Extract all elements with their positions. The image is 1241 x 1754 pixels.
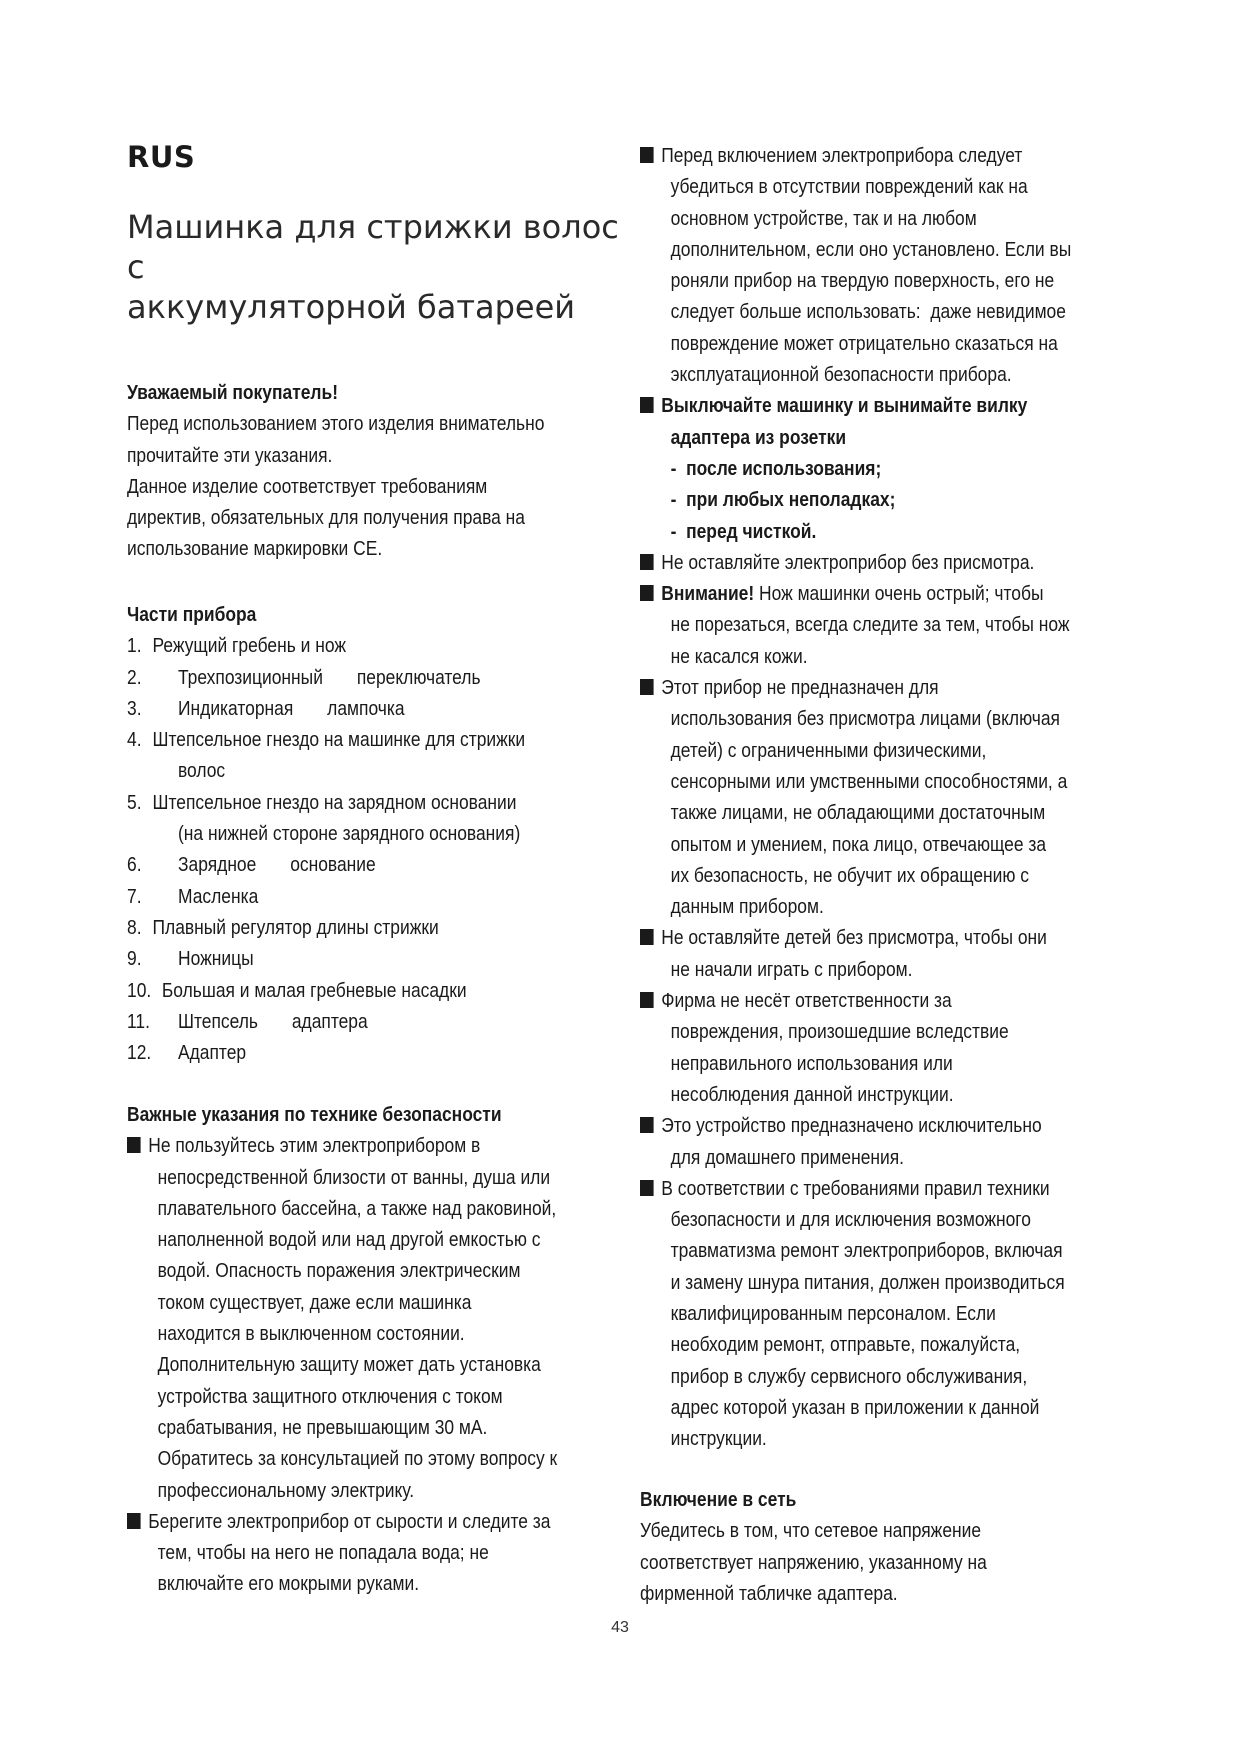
safety-bullet: Перед включением электроприбора следует убедиться в отсутствии повреждений как на основном устройстве, так и на любом дополнительном, если оно установлено. Если вы роняли прибор на твердую поверхность, его не следует больше использовать: даже невидимое повреждение может отрицательно сказаться на эксплуатационной безопасности прибора. (640, 140, 1071, 390)
part-item: 8. Плавный регулятор длины стрижки (127, 915, 439, 939)
safety-bullet: Этот прибор не предназначен для использования без присмотра лицами (включая детей) с ограниченными физическими, сенсорными или умственными способностями, а также лицами, не обладающими достаточным опытом и умением, пока лицо, отвечающее за их безопасность, не обучит их обращению с данным прибором. (640, 672, 1071, 922)
safety-section-left (127, 1099, 557, 1600)
greeting-line: Данное изделие соответствует требованиям (127, 474, 488, 498)
part-item: 9. Ножницы (127, 947, 254, 971)
bullet-square-icon (640, 585, 654, 601)
document-title (127, 207, 627, 327)
part-item: 10. Большая и малая гребневые насадки (127, 978, 467, 1002)
connection-line: Убедитесь в том, что сетевое напряжение (640, 1519, 982, 1543)
greeting-line: директив, обязательных для получения права на (127, 506, 525, 530)
safety-bullet: В соответствии с требованиями правил техники безопасности и для исключения возможного травматизма ремонт электроприборов, включая и замену шнура питания, должен производиться квалифицированным персоналом. Если необходим ремонт, отправьте, пожалуйста, прибор в службу сервисного обслуживания, адрес которой указан в приложении к данной инструкции. (640, 1173, 1071, 1455)
title-line: Машинка для стрижки волос с (127, 208, 619, 286)
greeting-line: прочитайте эти указания. (127, 443, 333, 467)
greeting-line: Перед использованием этого изделия внимательно (127, 412, 545, 436)
parts-heading: Части прибора (127, 603, 257, 626)
bullet-square-icon (640, 147, 654, 163)
connection-heading: Включение в сеть (640, 1488, 797, 1511)
bullet-square-icon (127, 1513, 141, 1529)
bullet-square-icon (640, 554, 654, 570)
greeting-section (127, 377, 544, 565)
warning-label: Внимание! (661, 582, 755, 606)
safety-bullet-bold: Выключайте машинку и вынимайте вилку адаптера из розетки - после использования; - при любых неполадках; - перед чисткой. (640, 390, 1071, 546)
connection-line: соответствует напряжению, указанному на (640, 1550, 987, 1574)
part-item: 11. Штепсель адаптера (127, 1009, 368, 1033)
connection-section (640, 1484, 987, 1609)
safety-bullet: Не оставляйте детей без присмотра, чтобы они не начали играть с прибором. (640, 922, 1071, 985)
safety-heading: Важные указания по технике безопасности (127, 1103, 502, 1126)
greeting-heading: Уважаемый покупатель! (127, 381, 338, 404)
safety-bullet: Внимание! Нож машинки очень острый; чтобы не порезаться, всегда следите за тем, чтобы нож не касался кожи. (640, 578, 1071, 672)
safety-bullet: Не пользуйтесь этим электроприбором в непосредственной близости от ванны, душа или плавательного бассейна, а также над раковиной, наполненной водой или над другой емкостью с водой. Опасность поражения электрическим током существует, даже если машинка находится в выключенном состоянии. Дополнительную защиту может дать установка устройства защитного отключения с током срабатывания, не превышающим 30 мА. Обратитесь за консультацией по этому вопросу к профессиональному электрику. (127, 1130, 557, 1506)
part-item-continuation: волос (178, 759, 226, 783)
part-item: 6. Зарядное основание (127, 853, 376, 877)
bullet-square-icon (640, 929, 654, 945)
bullet-square-icon (640, 1180, 654, 1196)
part-item: 4. Штепсельное гнездо на машинке для стрижки (127, 728, 526, 752)
bullet-square-icon (127, 1137, 141, 1153)
parts-section (127, 599, 525, 1068)
dash-item: - перед чисткой. (670, 519, 817, 543)
part-item: 12. Адаптер (127, 1041, 247, 1065)
greeting-line: использование маркировки CE. (127, 537, 383, 561)
safety-bullet: Фирма не несёт ответственности за повреждения, произошедшие вследствие неправильного использования или несоблюдения данной инструкции. (640, 985, 1071, 1110)
part-item: 5. Штепсельное гнездо на зарядном основании (127, 790, 517, 814)
part-item: 2. Трехпозиционный переключатель (127, 665, 481, 689)
parts-list (127, 630, 525, 1068)
bullet-square-icon (640, 679, 654, 695)
dash-item: - при любых неполадках; (670, 488, 896, 512)
part-item: 1. Режущий гребень и нож (127, 634, 346, 658)
safety-bullet: Не оставляйте электроприбор без присмотра. (640, 547, 1071, 578)
bullet-square-icon (640, 1117, 654, 1133)
language-code: RUS (127, 140, 196, 174)
part-item: 7. Масленка (127, 884, 259, 908)
part-item-continuation: (на нижней стороне зарядного основания) (178, 822, 521, 846)
bullet-square-icon (640, 397, 654, 413)
part-item: 3. Индикаторная лампочка (127, 696, 405, 720)
page-number: 43 (611, 1619, 629, 1636)
safety-bullet: Берегите электроприбор от сырости и следите за тем, чтобы на него не попадала вода; не включайте его мокрыми руками. (127, 1506, 557, 1600)
dash-item: - после использования; (670, 456, 882, 480)
safety-section-right (640, 140, 1071, 1454)
connection-line: фирменной табличке адаптера. (640, 1581, 898, 1605)
bullet-square-icon (640, 992, 654, 1008)
safety-bullet: Это устройство предназначено исключительно для домашнего применения. (640, 1110, 1071, 1173)
title-line: аккумуляторной батареей (127, 288, 576, 326)
